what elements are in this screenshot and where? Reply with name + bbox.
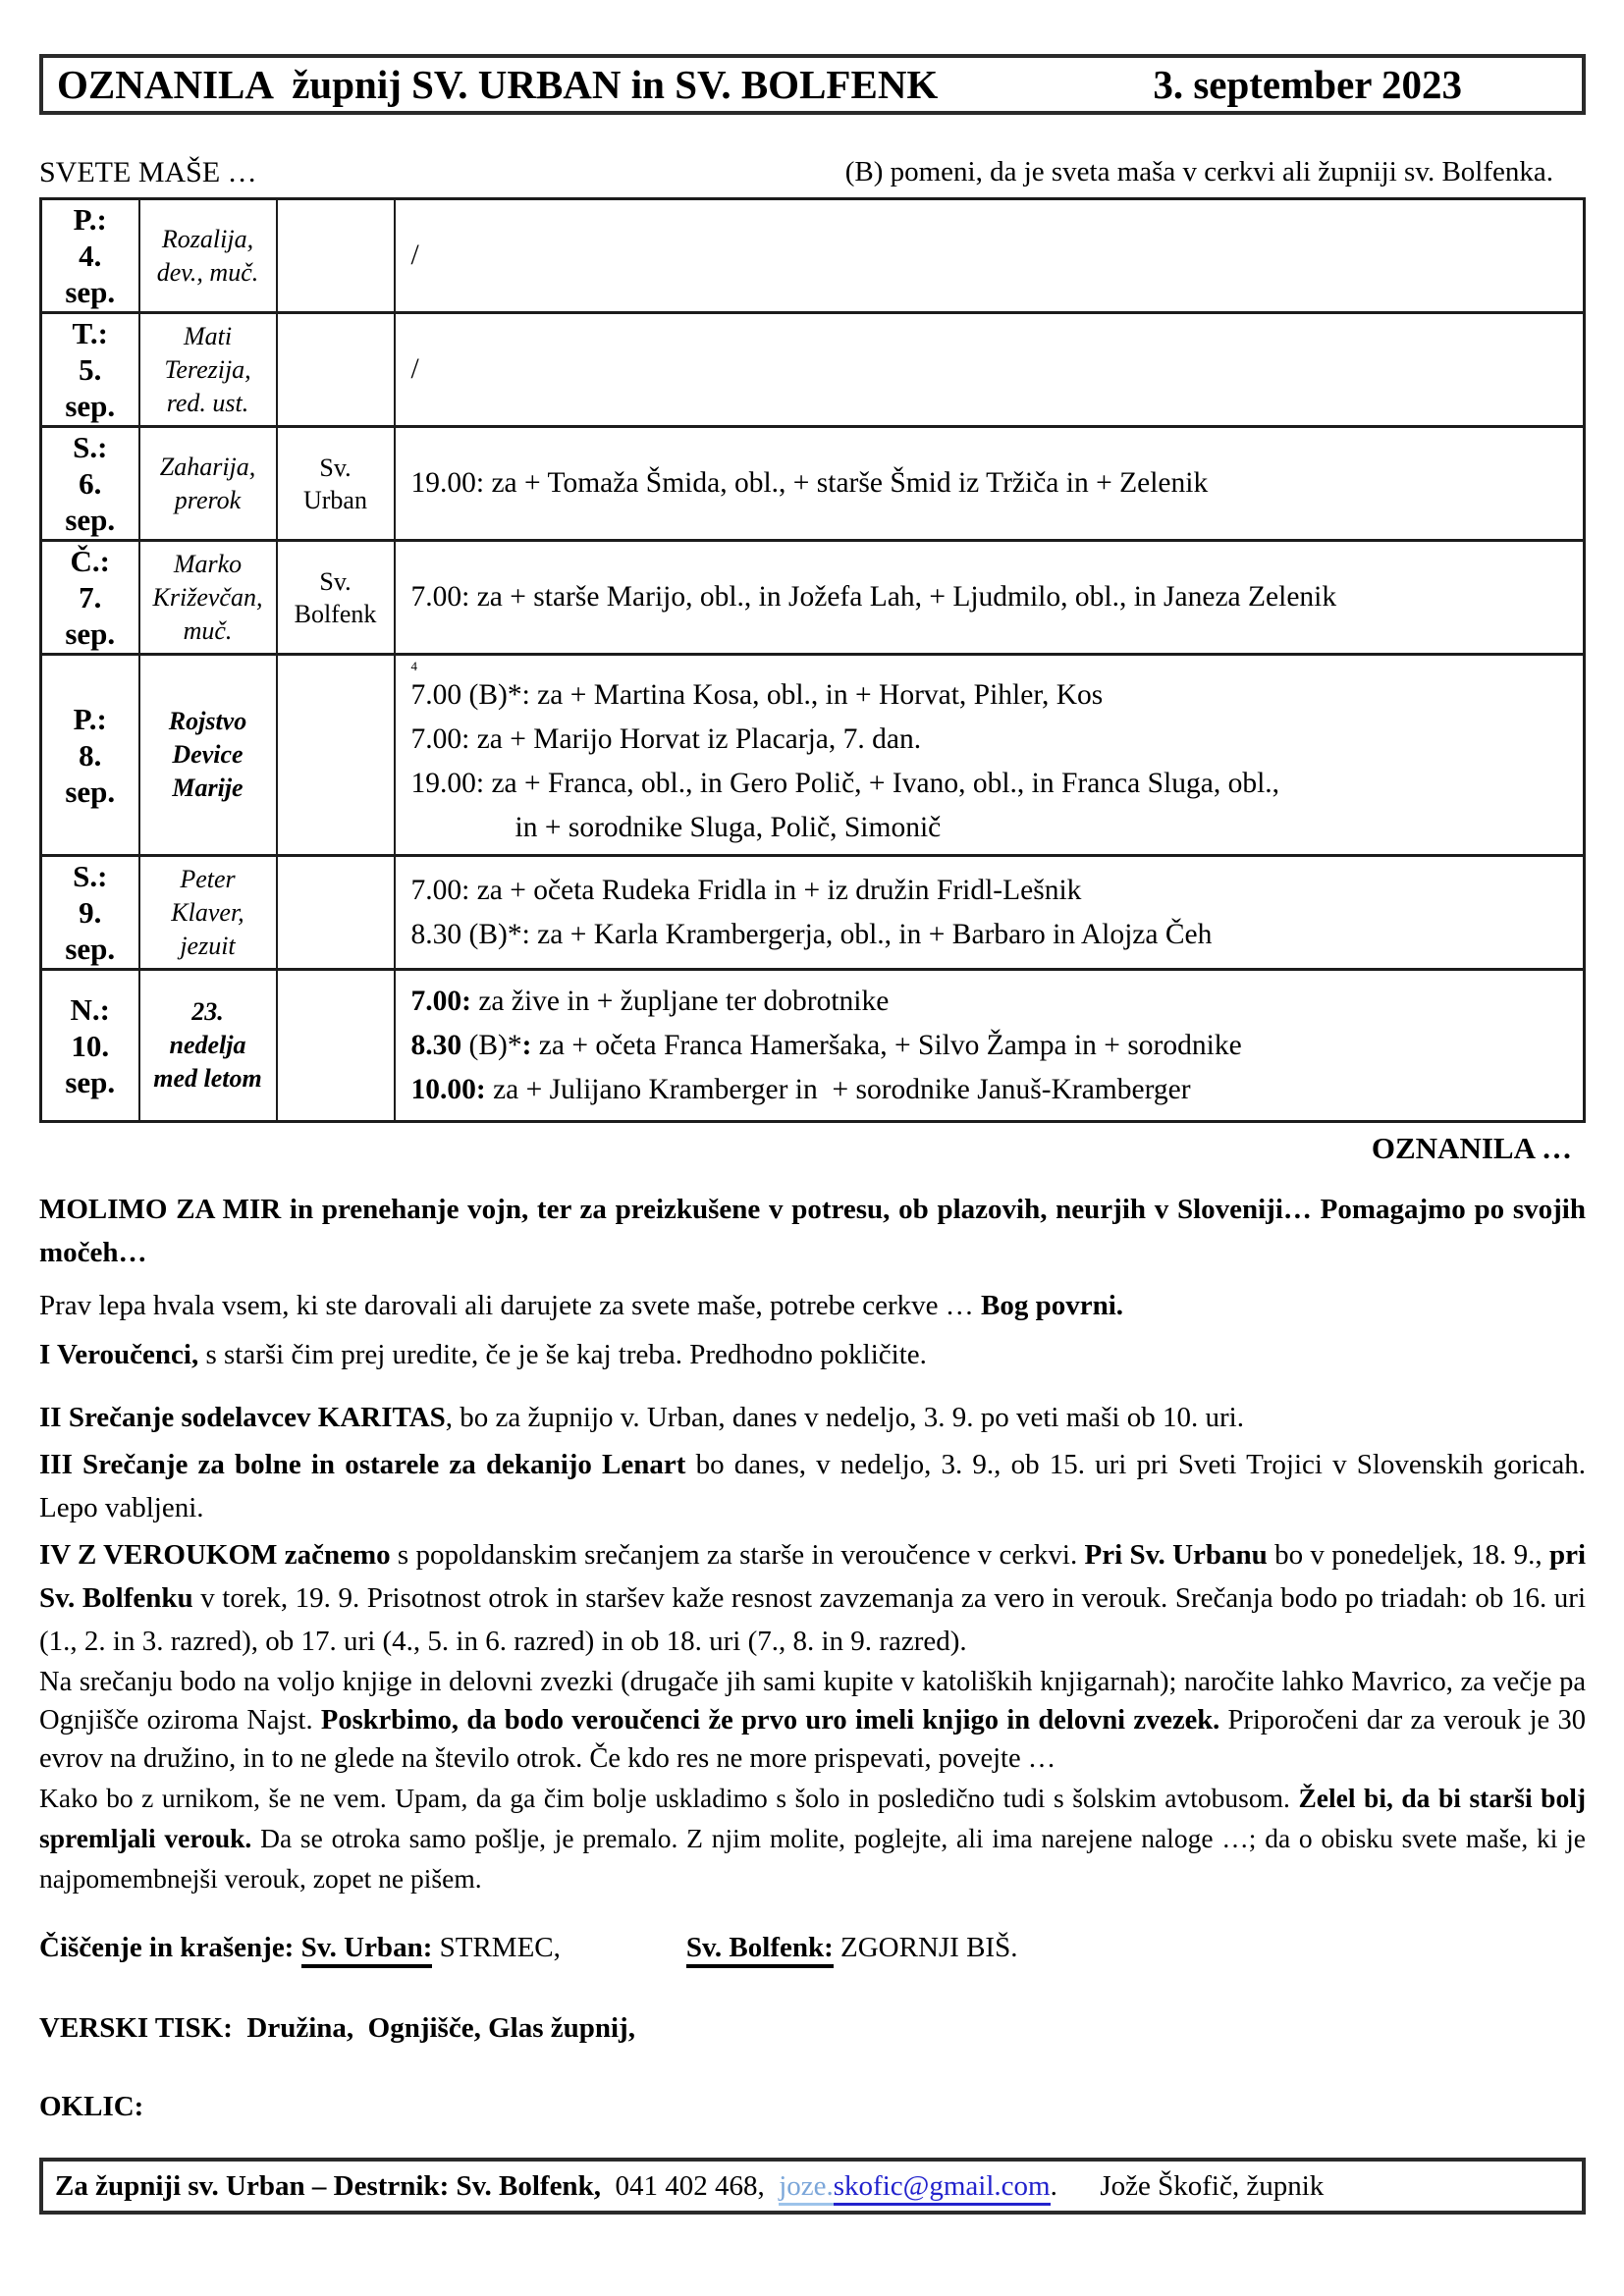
church-cell: [277, 856, 395, 970]
mass-table-row: [41, 541, 1585, 655]
cell-line: sep.: [65, 275, 116, 309]
cell-line: P.:: [73, 202, 107, 237]
cell-line: 23.: [191, 997, 224, 1026]
mass-line: 7.00: za + starše Marijo, obl., in Jožefa Lah, + Ljudmilo, obl., in Janeza Zelenik: [410, 581, 1337, 613]
announcements-heading: OZNANILA …: [1371, 1131, 1572, 1165]
mass-intentions-cell: [395, 427, 1585, 541]
veroucenci-text: s starši čim prej uredite, če je še kaj treba. Predhodno pokličite.: [198, 1339, 927, 1370]
cell-line: Sv.: [319, 453, 352, 482]
cell-line: P.:: [73, 701, 107, 736]
cell-line: 7.: [79, 580, 102, 614]
cell-line: Rojstvo: [168, 707, 247, 735]
cell-line: Marije: [172, 774, 244, 802]
mass-line: in + sorodnike Sluga, Polič, Simonič: [514, 812, 942, 843]
verouk-bold-1: IV Z VEROUKOM začnemo: [39, 1539, 391, 1571]
footer-signer: Jože Škofič, župnik: [1056, 2169, 1325, 2202]
urnik-bold: Želel bi, da bi starši bolj spremljali verouk.: [39, 1783, 1587, 1853]
mass-intro-row: [39, 156, 1586, 189]
mass-intentions-cell: [395, 856, 1585, 970]
day-cell: [41, 313, 139, 427]
mass-line: 19.00: za + Tomaža Šmida, obl., + starše Šmid iz Tržiča in + Zelenik: [410, 467, 1209, 499]
day-cell: [41, 970, 139, 1122]
cell-line: S.:: [73, 859, 108, 893]
cell-line: Rozalija,: [161, 224, 254, 253]
cell-line: jezuit: [180, 931, 236, 960]
document-page: [39, 54, 1586, 2215]
mass-intentions-cell: [395, 655, 1585, 856]
paragraph-hvala: [39, 1284, 1586, 1327]
cell-line: med letom: [153, 1064, 262, 1093]
mass-intentions-cell: [395, 970, 1585, 1122]
mass-line: /: [410, 240, 419, 271]
cell-line: Križevčan,: [152, 582, 263, 612]
cell-line: Urban: [303, 485, 367, 514]
email-link-user-part: joze.: [779, 2170, 834, 2206]
feast-cell: [139, 199, 277, 313]
church-cell: [277, 427, 395, 541]
cell-line: T.:: [72, 316, 108, 350]
day-cell: [41, 427, 139, 541]
paragraph-veroucenci: [39, 1333, 1586, 1376]
verouk-text-3: v torek, 19. 9. Prisotnost otrok in staršev kaže resnost zavzemanja za vero in verouk. Srečanja bodo po triadah: ob 16. uri (1., 2. in 3. razred), ob 17. uri (4., 5. in 6. razred) in ob 18. uri (7., 8. in 9. razred).: [39, 1582, 1587, 1657]
urnik-text-2: Da se otroka samo pošlje, je premalo. Z njim molite, poglejte, ali ima narejene naloge …; da o obisku svete maše, ki je najpomembnejši verouk, zopet ne pišem.: [39, 1823, 1587, 1894]
cell-line: sep.: [65, 616, 116, 651]
karitas-bold: II Srečanje sodelavcev KARITAS: [39, 1402, 446, 1433]
cell-line: prerok: [174, 485, 242, 514]
cell-line: Device: [172, 740, 244, 769]
church-cell: [277, 199, 395, 313]
mass-table-row: [41, 313, 1585, 427]
paragraph-verski-tisk: VERSKI TISK: Družina, Ognjišče, Glas župnij,: [39, 2012, 635, 2044]
document-header: [39, 54, 1586, 115]
cell-line: dev., muč.: [156, 257, 259, 287]
feast-cell: [139, 313, 277, 427]
cell-line: sep.: [65, 503, 116, 537]
paragraph-verouk: [39, 1533, 1586, 1663]
day-cell: [41, 199, 139, 313]
cell-line: 4.: [79, 239, 102, 273]
mass-line: /: [410, 353, 419, 385]
footer-parish-label: Za župniji sv. Urban – Destrnik: Sv. Bolfenk,: [55, 2169, 601, 2202]
church-cell: [277, 541, 395, 655]
hvala-bold: Bog povrni.: [981, 1290, 1124, 1321]
cell-line: Klaver,: [171, 897, 244, 927]
dekanija-text: bo danes, v nedeljo, 3. 9., ob 15. uri pri Sveti Trojici v Slovenskih goricah. Lepo vabljeni.: [39, 1449, 1586, 1523]
knjige-bold: Poskrbimo, da bodo veroučenci že prvo uro imeli knjigo in delovni zvezek.: [320, 1705, 1220, 1735]
cell-line: 5.: [79, 352, 102, 387]
mass-schedule-table: [39, 197, 1586, 1123]
hvala-text: Prav lepa hvala vsem, ki ste darovali ali darujete za svete maše, potrebe cerkve …: [39, 1290, 982, 1321]
day-cell: [41, 856, 139, 970]
footnote-mark: 4: [410, 659, 417, 673]
cell-line: nedelja: [169, 1031, 246, 1059]
paragraph-urnik: [39, 1778, 1586, 1898]
feast-cell: [139, 427, 277, 541]
masses-heading: SVETE MAŠE …: [39, 156, 257, 188]
mass-line: 8.30 (B)*: za + Karla Krambergerja, obl., in + Barbaro in Alojza Čeh: [410, 918, 1213, 950]
mass-table-row: [41, 970, 1585, 1122]
paragraph-oklic: OKLIC:: [39, 2091, 144, 2122]
cell-line: Terezija,: [164, 354, 251, 384]
cell-line: sep.: [65, 774, 116, 809]
masses-note: (B) pomeni, da je sveta maša v cerkvi ali župniji sv. Bolfenka.: [844, 156, 1553, 187]
day-cell: [41, 655, 139, 856]
verouk-text-2: bo v ponedeljek, 18. 9.,: [1267, 1539, 1549, 1571]
page-title: OZNANILA župnij SV. URBAN in SV. BOLFENK: [57, 62, 939, 107]
feast-cell: [139, 856, 277, 970]
feast-cell: [139, 970, 277, 1122]
cell-line: sep.: [65, 389, 116, 423]
cleaning-label: Čiščenje in krašenje:: [39, 1932, 301, 1963]
email-link-domain-part: skofic@gmail.com: [834, 2170, 1051, 2206]
mass-line: 7.00: za žive in + župljane ter dobrotnike: [410, 985, 890, 1017]
cell-line: red. ust.: [166, 388, 249, 417]
cell-line: Sv.: [319, 566, 352, 596]
paragraph-dekanija: [39, 1443, 1586, 1529]
email-link[interactable]: [779, 2170, 1050, 2203]
paragraph-ciscenje: [39, 1926, 1586, 1969]
paragraph-molimo: MOLIMO ZA MIR in prenehanje vojn, ter za preizkušene v potresu, ob plazovih, neurjih v Sloveniji… Pomagajmo po svojih močeh…: [39, 1194, 1586, 1268]
cell-line: Zaharija,: [159, 452, 256, 481]
knjige-text-1: Na srečanju bodo na voljo knjige in delovni zvezki (drugače jih sami kupite v katoliških knjigarnah); naročite lahko Mavrico, za večje pa Ognjišče oziroma Najst.: [39, 1667, 1586, 1735]
cleaning-bolfenk-label: Sv. Bolfenk:: [686, 1932, 834, 1968]
mass-line: 10.00: za + Julijano Kramberger in + sorodnike Januš-Kramberger: [410, 1073, 1191, 1105]
mass-line: 7.00: za + Marijo Horvat iz Placarja, 7. dan.: [410, 723, 922, 755]
footer-contact: [39, 2158, 1586, 2215]
verouk-bold-3: pri Sv. Bolfenku: [39, 1539, 1587, 1614]
mass-intentions-cell: [395, 199, 1585, 313]
cell-line: Mati: [183, 321, 233, 350]
cell-line: 9.: [79, 895, 102, 930]
cell-line: N.:: [70, 991, 110, 1027]
cell-line: sep.: [65, 932, 116, 966]
cell-line: S.:: [73, 430, 108, 464]
dekanija-bold: III Srečanje za bolne in ostarele za dekanijo Lenart: [39, 1449, 686, 1480]
urnik-text-1: Kako bo z urnikom, še ne vem. Upam, da ga čim bolje uskladimo s šolo in posledično tudi s šolskim avtobusom.: [39, 1783, 1299, 1813]
mass-intentions-cell: [395, 541, 1585, 655]
cell-line: Č.:: [70, 544, 110, 578]
cleaning-urban-value: STRMEC,: [432, 1932, 561, 1963]
feast-cell: [139, 541, 277, 655]
church-cell: [277, 655, 395, 856]
karitas-text: , bo za župnijo v. Urban, danes v nedeljo, 3. 9. po veti maši ob 10. uri.: [445, 1402, 1244, 1433]
header-date: 3. september 2023: [1153, 62, 1462, 107]
mass-intentions-cell: [395, 313, 1585, 427]
cell-line: Marko: [173, 549, 243, 578]
cell-line: Bolfenk: [294, 599, 377, 628]
church-cell: [277, 313, 395, 427]
cell-line: 8.: [79, 737, 102, 773]
cell-line: muč.: [183, 615, 233, 645]
cell-line: sep.: [65, 1064, 116, 1099]
mass-line: 19.00: za + Franca, obl., in Gero Polič, + Ivano, obl., in Franca Sluga, obl.,: [410, 768, 1280, 799]
paragraph-knjige: [39, 1663, 1586, 1778]
cleaning-bolfenk-value: ZGORNJI BIŠ.: [833, 1932, 1018, 1963]
feast-cell: [139, 655, 277, 856]
footer-phone: 041 402 468,: [600, 2169, 780, 2202]
mass-table-row: [41, 427, 1585, 541]
mass-line: 8.30 (B)*: za + očeta Franca Hameršaka, + Silvo Žampa in + sorodnike: [410, 1029, 1242, 1061]
veroucenci-bold: I Veroučenci,: [39, 1339, 199, 1370]
footer-period: .: [1050, 2169, 1057, 2202]
verouk-bold-2: Pri Sv. Urbanu: [1084, 1539, 1268, 1571]
cleaning-urban-label: Sv. Urban:: [301, 1932, 433, 1968]
cell-line: 10.: [71, 1028, 110, 1063]
cell-line: Peter: [180, 864, 236, 893]
mass-table-row: [41, 655, 1585, 856]
paragraph-karitas: [39, 1396, 1586, 1439]
cell-line: 6.: [79, 466, 102, 501]
mass-line: 7.00: za + očeta Rudeka Fridla in + iz družin Fridl-Lešnik: [410, 874, 1082, 906]
church-cell: [277, 970, 395, 1122]
mass-line: 7.00 (B)*: za + Martina Kosa, obl., in + Horvat, Pihler, Kos: [410, 679, 1104, 711]
day-cell: [41, 541, 139, 655]
knjige-text-2: Priporočeni dar za verouk je 30 evrov na družino, in to ne glede na število otrok. Če kdo res ne more prispevati, povejte …: [39, 1705, 1586, 1774]
verouk-text-1: s popoldanskim srečanjem za starše in veroučence v cerkvi.: [390, 1539, 1085, 1571]
mass-table-row: [41, 199, 1585, 313]
mass-table-row: [41, 856, 1585, 970]
